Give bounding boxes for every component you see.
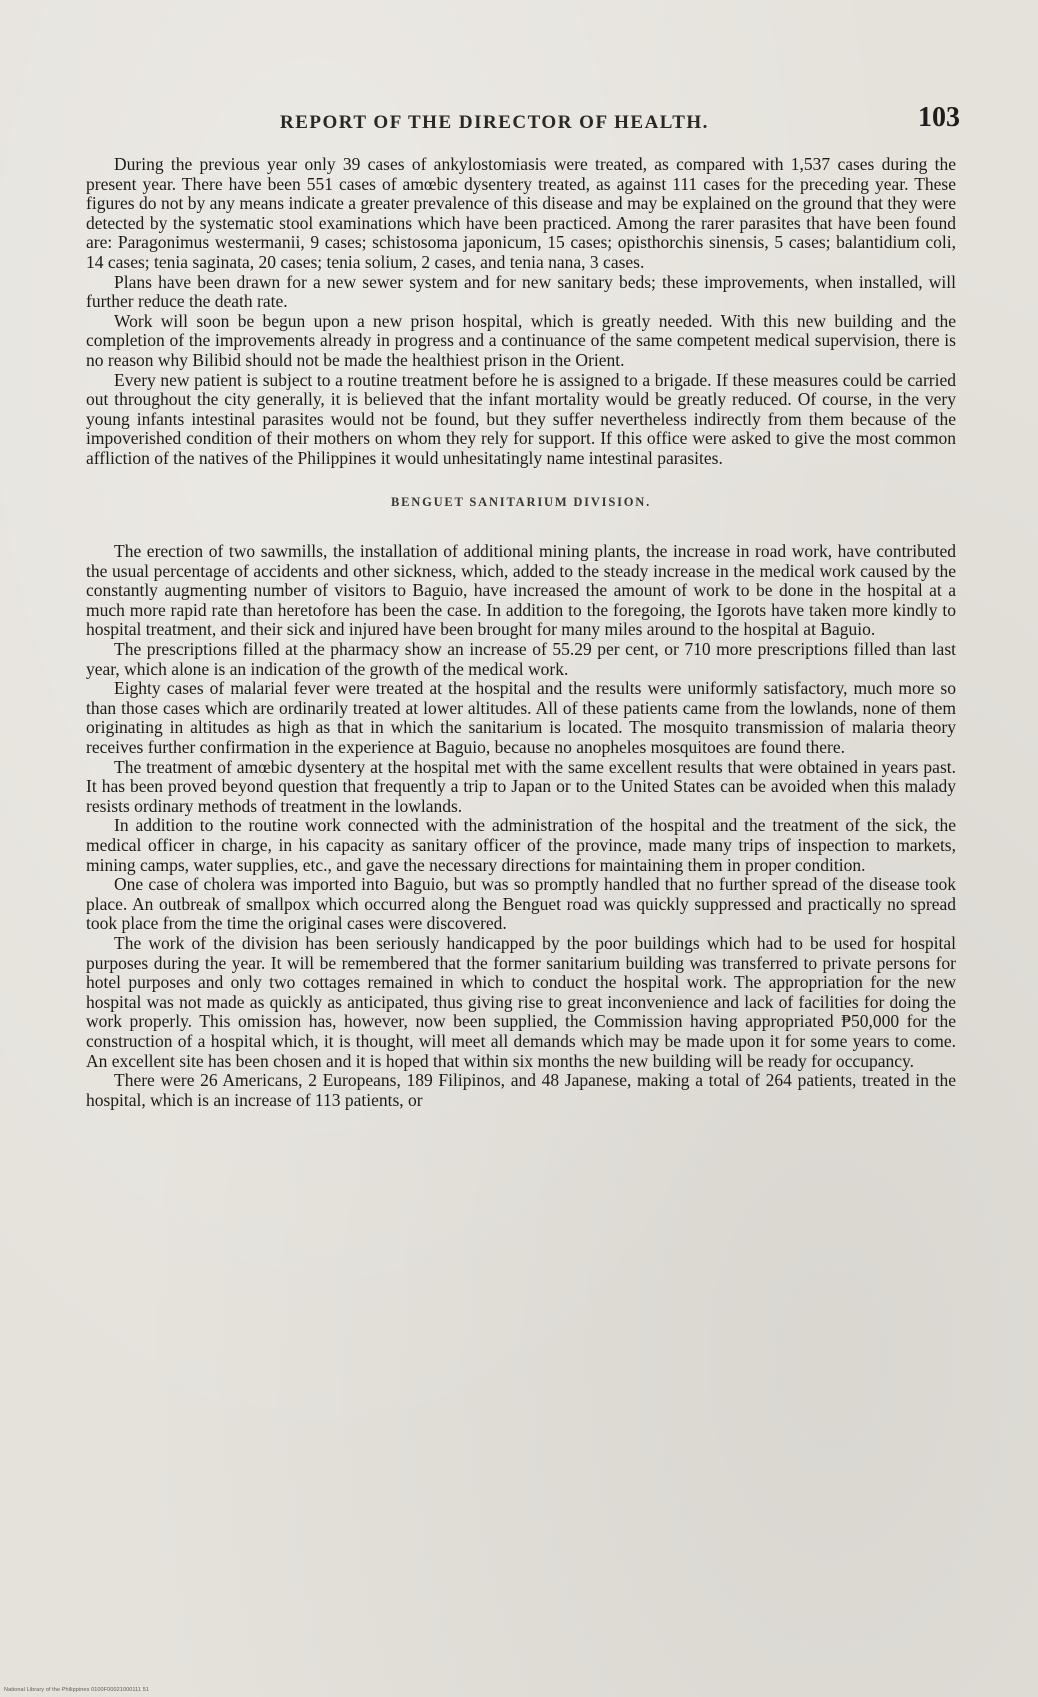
paragraph: The work of the division has been seriously handicapped by the poor buildings which had to be used for hospital purposes during the year. It will be remembered that the former sanitarium building was transferred to private persons for hotel purposes and only two cottages remained in which to conduct the hospital work. The appropriation for the new hospital was not made as quickly as anticipated, thus giving rise to great inconvenience and lack of facilities for doing the work properly. This omission has, however, now been supplied, the Commission having appropriated ₱50,000 for the construction of a hospital which, it is thought, will meet all demands which may be made upon it for some years to come. An excellent site has been chosen and it is hoped that within six months the new building will be ready for occupancy. xyxy=(86,932,956,1071)
paragraph: Every new patient is subject to a routine treatment before he is assigned to a brigade. If these measures could be carried out throughout the city generally, it is believed that the infant mortality would be greatly reduced. Of course, in the very young infants intestinal parasites would not be found, but they suffer nevertheless indirectly from them because of the impoverished condition of their mothers on whom they rely for support. If this office were asked to give the most common affliction of the natives of the Philippines it would unhesitatingly name intestinal parasites. xyxy=(86,369,956,468)
paragraph: The prescriptions filled at the pharmacy show an increase of 55.29 per cent, or 710 more prescriptions filled than last year, which alone is an indication of the growth of the medical work. xyxy=(86,639,956,679)
page-number: 103 xyxy=(918,102,960,133)
paragraph: There were 26 Americans, 2 Europeans, 189 Filipinos, and 48 Japanese, making a total of 264 patients, treated in the hospital, which is an increase of 113 patients, or xyxy=(86,1070,956,1110)
paragraph: During the previous year only 39 cases of ankylostomiasis were treated, as compared with 1,537 cases during the present year. There have been 551 cases of amœbic dysentery treated, as against 111 cases for the preceding year. These figures do not by any means indicate a greater prevalence of this disease and may be explained on the ground that they were detected by the systematic stool examinations which have been practiced. Among the rarer parasites that have been found are: Paragonimus westermanii, 9 cases; schistosoma japonicum, 15 cases; opisthorchis sinensis, 5 cases; balantidium coli, 14 cases; tenia saginata, 20 cases; tenia solium, 2 cases, and tenia nana, 3 cases. xyxy=(86,154,956,272)
paragraph: Plans have been drawn for a new sewer system and for new sanitary beds; these improvements, when installed, will further reduce the death rate. xyxy=(86,271,956,312)
paragraph: Work will soon be begun upon a new prison hospital, which is greatly needed. With this new building and the completion of the improvements already in progress and a continuance of the same competent medical supervision, there is no reason why Bilibid should not be made the healthiest prison in the Orient. xyxy=(86,310,956,370)
section-heading: BENGUET SANITARIUM DIVISION. xyxy=(390,494,652,509)
paragraph: Eighty cases of malarial fever were treated at the hospital and the results were uniformly satisfactory, much more so than those cases which are ordinarily treated at lower altitudes. All of these patients came from the lowlands, none of them originating in altitudes as high as that in which the sanitarium is located. The mosquito transmission of malaria theory receives further confirmation in the experience at Baguio, because no anopheles mosquitoes are found there. xyxy=(86,678,956,758)
paragraph: The treatment of amœbic dysentery at the hospital met with the same excellent results that were obtained in years past. It has been proved beyond question that frequently a trip to Japan or to the United States can be avoided when this malady resists ordinary methods of treatment in the lowlands. xyxy=(86,756,956,816)
running-title: REPORT OF THE DIRECTOR OF HEALTH. xyxy=(280,112,709,133)
footer-watermark: National Library of the Philippines 0100F00021000111 51 xyxy=(4,1687,150,1693)
paragraph: One case of cholera was imported into Baguio, but was so promptly handled that no further spread of the disease took place. An outbreak of smallpox which occurred along the Benguet road was quickly suppressed and practically no spread took place from the time the original cases were discovered. xyxy=(86,874,956,934)
body-text xyxy=(86,155,956,1110)
paragraph: In addition to the routine work connected with the administration of the hospital and the treatment of the sick, the medical officer in charge, in his capacity as sanitary officer of the province, made many trips of inspection to markets, mining camps, water supplies, etc., and gave the necessary directions for maintaining them in proper condition. xyxy=(86,815,956,875)
paragraph: The erection of two sawmills, the installation of additional mining plants, the increase in road work, have contributed the usual percentage of accidents and other sickness, which, added to the steady increase in the medical work caused by the constantly augmenting number of visitors to Baguio, have increased the amount of work to be done in the hospital at a much more rapid rate than heretofore has been the case. In addition to the foregoing, the Igorots have taken more kindly to hospital treatment, and their sick and injured have been brought for many miles around to the hospital at Baguio. xyxy=(86,541,956,640)
page-header xyxy=(120,102,960,142)
